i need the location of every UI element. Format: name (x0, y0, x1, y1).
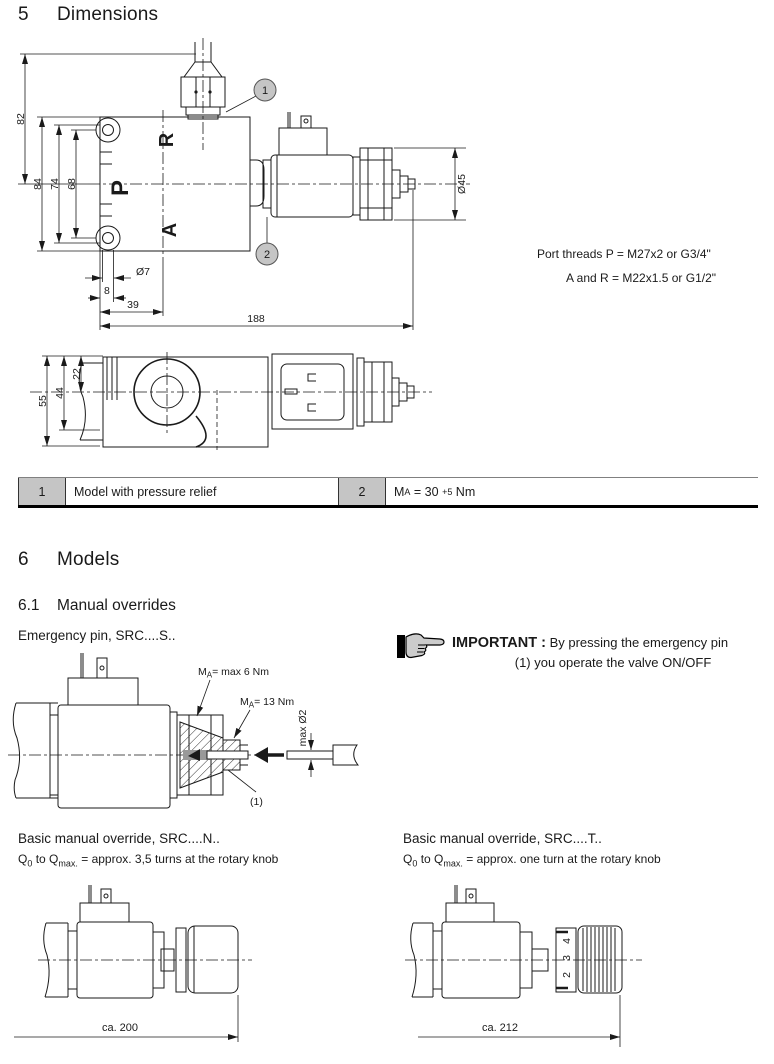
override-t-knob (520, 926, 622, 993)
section6-title: Models (57, 549, 120, 570)
dim-ca212-label: ca. 212 (481, 1022, 519, 1034)
knob-scale-3: 3 (561, 955, 573, 961)
q-zero: 0 (27, 858, 33, 869)
knob-scale-2: 2 (561, 972, 573, 978)
q-max: max. (443, 858, 463, 869)
torque-6nm-label: $M_A= \max 6$ Nm (198, 666, 269, 680)
q-max: max. (58, 858, 78, 869)
torque-value: = 30 (410, 485, 443, 499)
pin-callout-label: (1) (250, 796, 263, 808)
important-label: IMPORTANT : (452, 635, 546, 651)
emergency-solenoid (13, 653, 170, 808)
q-symbol: Q (18, 852, 28, 866)
side-dimensions (37, 356, 103, 446)
callout-2-number: 2 (263, 249, 271, 261)
override-n-knob (153, 926, 238, 993)
section5-heading (18, 4, 158, 26)
max-dia-label: max Ø2 (297, 709, 309, 747)
relief-valve-tower (181, 38, 225, 150)
dim-45-label: Ø45 (456, 174, 468, 194)
dim-55: 55 (37, 395, 49, 407)
override-t-subtitle (403, 852, 661, 868)
port-threads-line2: A and R = M22x1.5 or G1/2" (566, 271, 717, 285)
override-t-title: Basic manual override, SRC....T.. (403, 831, 602, 846)
section61-title: Manual overrides (57, 597, 176, 614)
emergency-pin-assembly (170, 712, 248, 798)
emergency-pin-tool (254, 745, 358, 765)
callout-1-number: 1 (261, 85, 269, 97)
callout-2 (256, 217, 278, 265)
port-label-a: A (159, 222, 181, 238)
legend-text-2 (386, 478, 668, 506)
legend-table (18, 477, 758, 506)
port-label-r: R (156, 132, 178, 148)
torque-symbol: M (394, 485, 405, 499)
q-rest: = approx. 3,5 turns at the rotary knob (77, 852, 279, 866)
torque-tolerance: +5 (442, 487, 453, 497)
q-rest: = approx. one turn at the rotary knob (462, 852, 661, 866)
dim-188-label: 188 (247, 313, 265, 325)
section6-heading (18, 549, 119, 571)
torque-subscript: A (404, 487, 411, 497)
dim-74: 74 (49, 178, 61, 190)
override-n-solenoid (44, 885, 153, 998)
torque-unit: Nm (452, 485, 476, 499)
override-n-title: Basic manual override, SRC....N.. (18, 831, 220, 846)
section6-number: 6 (18, 549, 29, 570)
section-divider (18, 505, 758, 508)
override-t-drawing (390, 878, 774, 1064)
dim-8-label: 8 (104, 285, 110, 297)
legend-text-1: Model with pressure relief (74, 485, 217, 499)
section5-title: Dimensions (57, 4, 159, 25)
dim-22: 22 (71, 368, 83, 380)
port-label-p: P (107, 179, 134, 197)
emergency-pin-drawing (0, 648, 774, 820)
q-zero: 0 (412, 858, 418, 869)
q-mid: to Q (417, 852, 444, 866)
dim-68: 68 (66, 178, 78, 190)
override-t-dimension (418, 995, 620, 1047)
dim-44: 44 (54, 387, 66, 399)
callout-1 (226, 79, 276, 112)
dim-84: 84 (32, 178, 44, 190)
override-n-subtitle (18, 852, 278, 868)
q-symbol: Q (403, 852, 413, 866)
legend-num-2: 2 (338, 478, 386, 506)
side-valve-end (357, 358, 414, 426)
legend-num-1: 1 (18, 478, 66, 506)
override-n-dimension (14, 995, 238, 1042)
section5-number: 5 (18, 4, 29, 25)
dim-hole-label: Ø7 (136, 266, 151, 278)
dim-82: 82 (15, 113, 27, 125)
emergency-pin-title: Emergency pin, SRC....S.. (18, 628, 176, 643)
important-line1: By pressing the emergency pin (545, 635, 729, 650)
section61-heading (18, 597, 176, 615)
dim-ca200-label: ca. 200 (101, 1022, 139, 1034)
override-n-drawing (0, 878, 390, 1064)
knob-scale-4: 4 (561, 938, 573, 944)
port-threads-line1: Port threads P = M27x2 or G3/4" (537, 247, 711, 261)
section61-number: 6.1 (18, 597, 40, 614)
torque-13nm-label: $M_A= 13$ Nm (240, 696, 295, 710)
important-line2: (1) you operate the valve ON/OFF (514, 655, 712, 670)
front-view-drawing (0, 35, 774, 338)
dim-39-label: 39 (127, 299, 139, 311)
side-body (79, 352, 268, 450)
override-t-solenoid (411, 885, 520, 998)
side-view-drawing (0, 338, 774, 475)
side-connector (272, 354, 353, 429)
q-mid: to Q (32, 852, 59, 866)
